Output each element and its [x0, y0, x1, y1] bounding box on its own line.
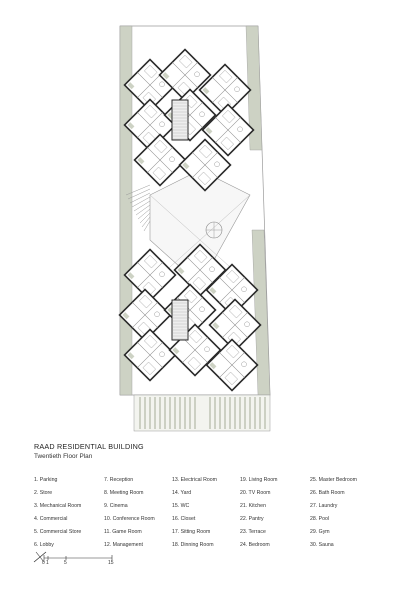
stair-tread: [132, 197, 150, 207]
stair-tread: [134, 201, 150, 211]
legend-item: 5. Commercial Store: [34, 529, 82, 535]
legend-item: 2. Store: [34, 490, 53, 496]
legend-item: 26. Bath Room: [310, 490, 345, 496]
legend-item: 24. Bedroom: [240, 542, 270, 548]
legend-item: 28. Pool: [310, 516, 330, 522]
legend-item: 25. Master Bedroom: [310, 477, 357, 483]
legend-item: 30. Sauna: [310, 542, 334, 548]
legend-item: 20. TV Room: [240, 490, 271, 496]
building-title: RAAD RESIDENTIAL BUILDING: [34, 442, 144, 451]
stair-tread: [144, 221, 150, 231]
stair-tread: [140, 213, 150, 223]
legend-item: 29. Gym: [310, 529, 330, 535]
legend-item: 14. Yard: [172, 490, 192, 496]
legend-item: 23. Terrace: [240, 529, 266, 535]
legend-item: 6. Lobby: [34, 542, 54, 548]
tree-icon: [206, 222, 222, 238]
scale-label: 5: [64, 560, 67, 566]
legend-item: 8. Meeting Room: [104, 490, 144, 496]
legend-item: 12. Management: [104, 542, 143, 548]
room-legend: [34, 474, 374, 548]
legend-item: 17. Sitting Room: [172, 529, 211, 535]
legend-item: 13. Electrical Room: [172, 477, 217, 483]
legend-item: 16. Closet: [172, 516, 196, 522]
scale-label: 15: [108, 560, 114, 566]
legend-item: 11. Game Room: [104, 529, 142, 535]
legend-item: 7. Reception: [104, 477, 134, 483]
legend-column-3: [172, 474, 217, 552]
scale-label: 1: [46, 560, 49, 566]
legend-item: 9. Cinema: [104, 503, 128, 509]
scale-label: 0: [42, 560, 45, 566]
legend-item: 1. Parking: [34, 477, 58, 483]
stair-tread: [130, 193, 150, 203]
legend-item: 18. Dinning Room: [172, 542, 214, 548]
legend-column-2: [104, 474, 155, 552]
legend-item: 4. Commercial: [34, 516, 68, 522]
legend-column-4: [240, 474, 278, 552]
legend-item: 19. Living Room: [240, 477, 278, 483]
legend-column-1: [34, 474, 81, 552]
legend-item: 27. Laundry: [310, 503, 338, 509]
legend-item: 21. Kitchen: [240, 503, 266, 509]
stair-tread: [142, 217, 150, 227]
legend-item: 15. WC: [172, 503, 190, 509]
legend-item: 22. Pantry: [240, 516, 264, 522]
legend-item: 10. Conference Room: [104, 516, 155, 522]
stair-tread: [138, 209, 150, 219]
plan-subtitle: Twentieth Floor Plan: [34, 453, 93, 460]
legend-item: 3. Mechanical Room: [34, 503, 82, 509]
legend-column-5: [310, 474, 357, 552]
stair-tread: [136, 205, 150, 215]
